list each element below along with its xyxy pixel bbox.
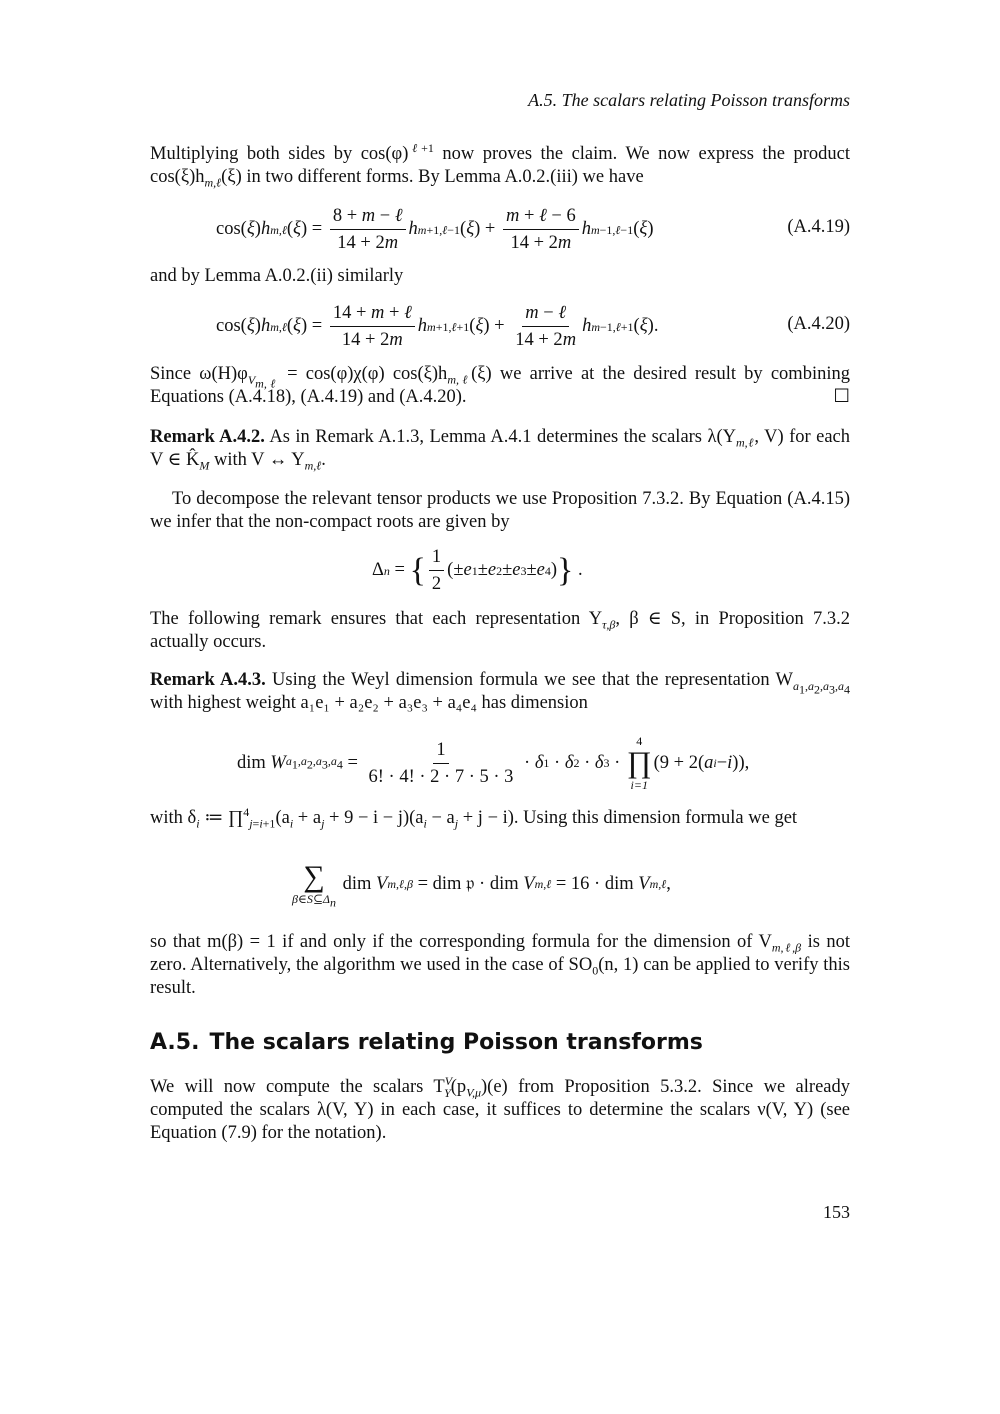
- paragraph-6: with $\delta_i$ ≔ $\prod^4_{j=i+1}(a_i + a_j + 9 - i - j)(a_i - a_j + j - i)$. Using this dimension formula we get: [150, 804, 798, 831]
- page: [150, 0, 850, 1414]
- equation-sum: ∑ $\beta\in S⊆\Delta_n$ dim V m,ℓ,β = dim 𝔭 · dim V m,ℓ = 16 · dim V m,ℓ ,: [292, 860, 671, 910]
- paragraph-8: We will now compute the scalars $T^V_Y(p_{V,\mu})(e)$ from Proposition 5.3.2. Since we already computed the scalars λ(V, Y) in each case, it suffices to determine the scalars ν(V, Y) (see Equation (7.9) for the notation).: [150, 1073, 850, 1143]
- paragraph-4: To decompose the relevant tensor products we use Proposition 7.3.2. By Equation (A.4.15) we infer that the non-compact roots are given by: [150, 489, 850, 532]
- paragraph-2: and by Lemma A.0.2.(ii) similarly: [150, 266, 404, 286]
- page-number: 153: [823, 1202, 850, 1222]
- equation-number: (A.4.19): [787, 217, 850, 237]
- paragraph-5: The following remark ensures that each representation $Y_{\tau,\beta}$, β ∈ S, in Proposition 7.3.2 actually occurs.: [150, 609, 850, 652]
- remark-a-4-2: Remark A.4.2. As in Remark A.1.3, Lemma A.4.1 determines the scalars $\lambda(Y_{m,\ell}$, V) for each V ∈ $K̂_M$ with V ↔ $Y_{m,\ell}$.: [150, 427, 850, 473]
- equation-number: (A.4.20): [787, 314, 850, 334]
- running-head: A.5. The scalars relating Poisson transforms: [528, 90, 850, 110]
- equation-dim-w: dim W $a_1,a_2,a_3,a_4$ = $\frac{1}{6! \cdot 4! \cdot 2 \cdot 7 \cdot 5 \cdot 3}$ · δ 1 · δ 2 · δ 3 · 4 ∏ i=1 (9 + 2( a i − i )),: [237, 734, 750, 792]
- section-heading: A.5. The scalars relating Poisson transforms: [150, 1030, 703, 1055]
- equation-delta-n: Δ n = { $\frac{1}{2}$ (± e 1 ± e 2 ± e 3 ± e 4 ) } .: [372, 547, 583, 594]
- qed-square-icon: ☐: [833, 387, 850, 407]
- equation-a-4-20: cos( ξ ) h m,ℓ ( ξ ) = $\frac{\text{14 + m + ℓ}}{14 + 2m}$ h m+1,ℓ+1 ( ξ ) + $\frac{\text{m − ℓ}}{14 + 2m}$ h m−1,ℓ+1 ( ξ ). (A.4.20): [216, 303, 850, 350]
- remark-a-4-3: Remark A.4.3. Using the Weyl dimension formula we see that the representation $W_{a_1,a_2,a_3,a_4}$ with highest weight a₁e₁ + a₂e₂ + a₃e₃ + a₄e₄ has dimension: [150, 670, 850, 713]
- equation-a-4-19: cos( ξ ) h m,ℓ ( ξ ) = $\frac{\text{8 + m − ℓ}}{14 + 2m}$ h m+1,ℓ−1 ( ξ ) + $\frac{\text{m + ℓ − 6}}{14 + 2m}$ h m−1,ℓ−1 ( ξ ) (A.4.19): [216, 206, 850, 253]
- paragraph-1: Multiplying both sides by $\cos(\varphi)^{\ell+1}$ now proves the claim. We now express the product $\cos(\xi)h_{m,\ell}(\xi)$ in two different forms. By Lemma A.0.2.(iii) we have: [150, 140, 851, 190]
- paragraph-3: Since $\omega(H)\varphi_{V_{m,\ell}} = \cos(\varphi)\chi(\varphi)$ $\cos(\xi)h_{m,\ell}(\xi)$ we arrive at the desired result by combining Equations (A.4.18), (A.4.19) and (A.4.20). ☐: [150, 364, 850, 407]
- paragraph-7: so that m(β) = 1 if and only if the corresponding formula for the dimension of $V_{m,\ell,\beta}$ is not zero. Alternatively, the algorithm we used in the case of $SO_0(n$, 1) can be applied to verify this result.: [150, 932, 850, 998]
